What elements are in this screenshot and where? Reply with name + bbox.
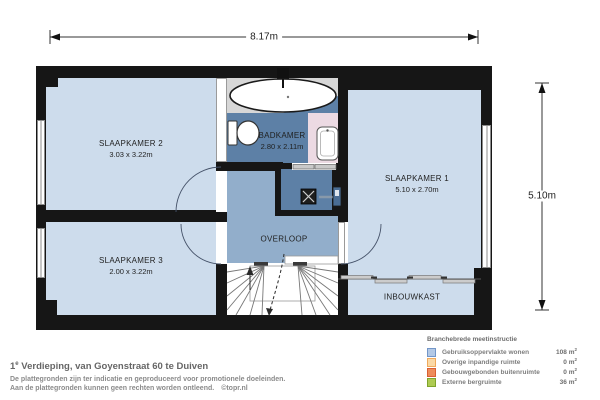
plan-title — [10, 361, 340, 372]
wall-band-top-right — [338, 66, 492, 90]
room-name: INBOUWKAST — [383, 292, 441, 302]
label-inbouwkast — [384, 293, 440, 302]
arrow-right-icon — [468, 34, 478, 41]
legend-value — [556, 347, 577, 356]
window-slaapkamer3 — [37, 228, 45, 278]
wall-junction-mid — [216, 212, 227, 222]
bathtub-platform — [227, 78, 338, 113]
label-slaapkamer3 — [99, 256, 163, 276]
wall-block-top-left — [36, 66, 58, 87]
wall-outer-bottom — [36, 315, 492, 330]
legend-unit-sup: 2 — [574, 377, 577, 383]
legend-number: 0 — [563, 359, 567, 367]
legend-title: Branchebrede meetinstructie — [427, 336, 517, 343]
label-overloop — [261, 235, 308, 244]
plan-title-text: Verdieping, van Goyenstraat 60 te Duiven — [18, 361, 209, 373]
door-leaf-badkamer — [216, 78, 227, 162]
closet-sliding-door-gap — [292, 163, 336, 170]
legend-unit-sup: 2 — [574, 357, 577, 363]
legend-number: 108 — [556, 349, 567, 357]
wall-right-inner-lower — [338, 264, 348, 315]
door-leaf-slaapkamer1 — [338, 222, 345, 264]
legend-number: 0 — [563, 369, 567, 377]
legend-number: 36 — [559, 379, 567, 387]
legend-label: Gebouwgebonden buitenruimte — [442, 368, 540, 376]
legend-row — [427, 357, 577, 367]
legend-swatch-orange — [427, 358, 436, 367]
wall-block-bottom-left — [36, 300, 57, 330]
legend-label: Overige inpandige ruimte — [442, 358, 521, 366]
label-slaapkamer2 — [99, 139, 163, 159]
window-pane — [486, 126, 487, 267]
legend-unit: m — [568, 359, 575, 367]
floor-suffix: e — [15, 361, 19, 367]
arrow-up-icon — [539, 83, 546, 93]
staircase-area — [227, 263, 338, 315]
room-name: SLAAPKAMER 1 — [385, 174, 449, 183]
room-slaapkamer1-area — [348, 90, 481, 315]
wall-badkamer-bottom — [216, 162, 283, 171]
footer — [10, 361, 340, 393]
legend-unit: m — [568, 369, 575, 377]
window-slaapkamer1 — [482, 125, 491, 268]
legend-swatch-red — [427, 368, 436, 377]
wall-block-bottom-right — [474, 268, 492, 330]
room-size: 2.80 x 2.11m — [260, 142, 304, 151]
wall-right-inner-upper — [338, 78, 348, 222]
legend-unit-sup: 2 — [574, 367, 577, 373]
disclaimer-text: Aan de plattegronden kunnen geen rechten worden ontleend. — [10, 385, 215, 393]
legend-value — [563, 357, 577, 366]
window-slaapkamer2 — [37, 120, 45, 205]
label-badkamer — [259, 131, 306, 151]
legend-row — [427, 347, 577, 357]
legend-unit: m — [568, 349, 575, 357]
room-name: SLAAPKAMER 2 — [99, 139, 163, 148]
room-name: SLAAPKAMER 3 — [99, 256, 163, 265]
wall-mid-lower — [216, 264, 227, 315]
floor-number: 1 — [10, 361, 16, 373]
legend-label: Externe bergruimte — [442, 378, 502, 386]
legend-unit: m — [568, 379, 575, 387]
dimension-height-label: 5.10m — [524, 191, 560, 202]
disclaimer-line-2 — [10, 384, 340, 393]
room-size: 5.10 x 2.70m — [395, 185, 439, 194]
credit-link: ©topr.nl — [221, 385, 248, 393]
legend-label: Gebruiksoppervlakte wonen — [442, 348, 530, 356]
dimension-width-label: 8.17m — [246, 32, 282, 43]
room-size: 3.03 x 3.22m — [109, 150, 153, 159]
legend-value — [563, 367, 577, 376]
disclaimer-line-1: De plattegronden zijn ter indicatie en geproduceerd voor promotionele doeleinden. — [10, 376, 286, 384]
washbasin-alcove — [308, 113, 338, 163]
room-size: 2.00 x 3.22m — [109, 267, 153, 276]
window-pane — [41, 229, 42, 277]
legend-row — [427, 367, 577, 377]
legend-unit-sup: 2 — [574, 347, 577, 353]
legend-value — [560, 377, 577, 386]
arrow-down-icon — [539, 300, 546, 310]
legend-row — [427, 377, 577, 387]
window-pane — [41, 121, 42, 204]
room-name: OVERLOOP — [260, 234, 308, 244]
arrow-left-icon — [50, 34, 60, 41]
wall-between-slaapkamer2-3 — [46, 210, 216, 222]
legend-swatch-green — [427, 378, 436, 387]
legend-swatch-blue — [427, 348, 436, 357]
measurement-legend — [427, 336, 577, 387]
room-name: BADKAMER — [258, 131, 306, 140]
label-slaapkamer1 — [385, 174, 449, 194]
washing-closet — [275, 163, 338, 216]
